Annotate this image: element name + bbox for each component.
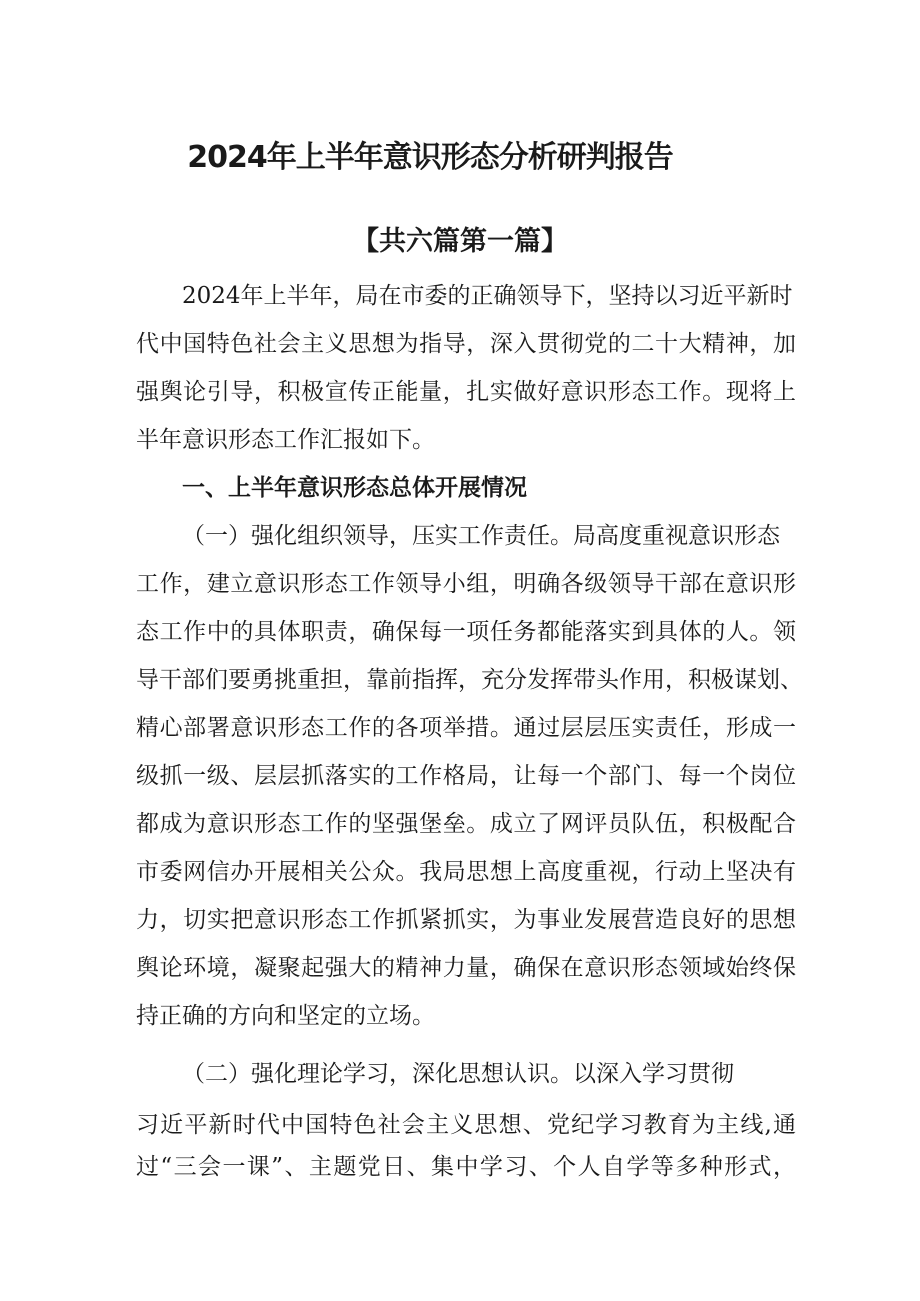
intro-paragraph xyxy=(136,272,796,464)
paragraph-line: 导干部们要勇挑重担，靠前指挥，充分发挥带头作用，积极谋划、 xyxy=(136,667,803,693)
section-heading: 一、上半年意识形态总体开展情况 xyxy=(182,475,527,501)
paragraph-line: 习近平新时代中国特色社会主义思想、党纪学习教育为主线,通 xyxy=(136,1112,796,1138)
intro-line: 代中国特色社会主义思想为指导，深入贯彻党的二十大精神，加 xyxy=(136,331,796,357)
paragraph-line: 工作，建立意识形态工作领导小组，明确各级领导干部在意识形 xyxy=(136,571,796,597)
intro-line: 2024年上半年，局在市委的正确领导下，坚持以习近平新时 xyxy=(182,283,793,309)
paragraph-line: （一）强化组织领导，压实工作责任。局高度重视意识形态 xyxy=(182,523,780,549)
paragraph-line: 都成为意识形态工作的坚强堡垒。成立了网评员队伍，积极配合 xyxy=(136,811,796,837)
paragraph-two xyxy=(136,1104,796,1188)
paragraph-line: 舆论环境，凝聚起强大的精神力量，确保在意识形态领域始终保 xyxy=(136,955,796,981)
document-subtitle: 【共六篇第一篇】 xyxy=(352,226,568,257)
paragraph-line: 力，切实把意识形态工作抓紧抓实，为事业发展营造良好的思想 xyxy=(136,907,796,933)
paragraph-one xyxy=(136,512,803,1040)
intro-line: 强舆论引导，积极宣传正能量，扎实做好意识形态工作。现将上 xyxy=(136,379,796,405)
paragraph-line: 过“三会一课”、主题党日、集中学习、个人自学等多种形式， xyxy=(136,1154,796,1180)
paragraph-two-lead xyxy=(136,1050,796,1098)
paragraph-line: 态工作中的具体职责，确保每一项任务都能落实到具体的人。领 xyxy=(136,619,796,645)
paragraph-line: 市委网信办开展相关公众。我局思想上高度重视，行动上坚决有 xyxy=(136,859,796,885)
document-title: 2024年上半年意识形态分析研判报告 xyxy=(187,140,673,175)
paragraph-line: 精心部署意识形态工作的各项举措。通过层层压实责任，形成一 xyxy=(136,715,796,741)
intro-line: 半年意识形态工作汇报如下。 xyxy=(136,427,435,453)
paragraph-line: （二）强化理论学习，深化思想认识。以深入学习贯彻 xyxy=(182,1061,734,1087)
paragraph-line: 级抓一级、层层抓落实的工作格局，让每一个部门、每一个岗位 xyxy=(136,763,796,789)
paragraph-line: 持正确的方向和坚定的立场。 xyxy=(136,1003,435,1029)
